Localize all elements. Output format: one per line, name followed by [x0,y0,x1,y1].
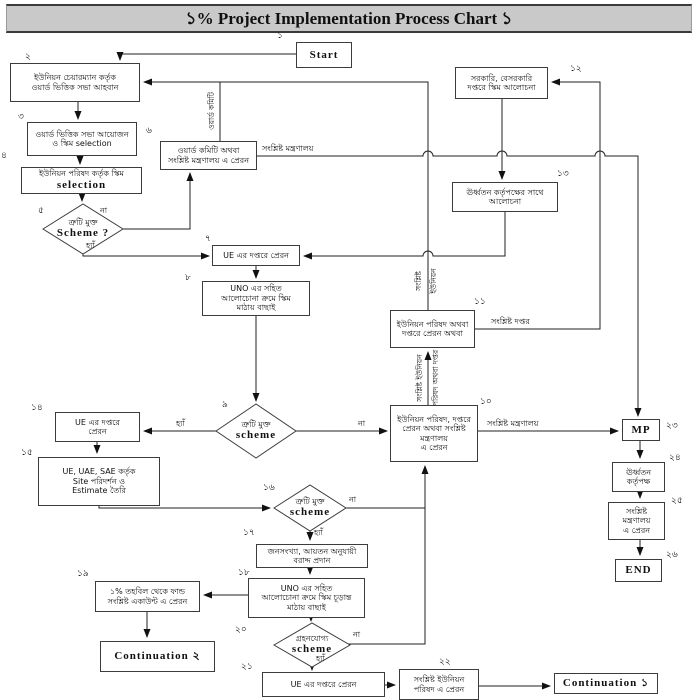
rotated-edge-label-rel_union_1a: সংশ্লিষ্ট [414,271,423,291]
step-number-b22: ২২ [439,657,451,667]
rotated-edge-label-rel_union_1b: ইউনিয়ন [429,268,438,294]
node-d16-label: scheme [289,506,331,519]
node-start-label: Start [309,48,339,61]
node-b10-label: মন্ত্রণালয় [420,433,448,443]
node-d20-label: scheme [291,643,333,656]
step-number-d20: ২০ [235,625,247,635]
node-end-label: END [625,564,652,576]
step-number-b25: ২৫ [671,496,683,506]
node-b19 [95,581,200,612]
step-number-d16: ১৬ [263,483,275,493]
node-b4 [21,167,142,194]
label-yes-d20: হ্যাঁ [316,654,325,663]
node-b14-label: UE এর দপ্তরে [75,417,120,427]
step-number-d5: ৫ [38,206,44,216]
node-b2-label: ইউনিয়ন চেয়ারম্যান কর্তৃক [33,73,117,82]
node-b2-label: ওয়ার্ড ভিত্তিক সভা আহবান [31,82,119,92]
node-b11 [390,310,475,348]
step-number-start: ১ [277,31,283,41]
edge-label-office: সংশ্লিষ্ট দপ্তর [491,317,530,326]
node-b15-label: UE, UAE, SAE কর্তৃক [62,467,136,477]
node-b4-label: ইউনিয়ন পরিষদ কর্তৃক স্কিম [39,169,124,179]
node-b25-label: সংশ্লিষ্ট [625,506,648,516]
edge-b6-ministry-mp [257,151,638,416]
node-b3-label: ওয়ার্ড ভিত্তিক সভা আয়োজন [35,129,129,139]
node-d20 [274,623,350,667]
node-d16 [274,485,346,531]
node-b3 [27,122,137,156]
step-number-b2: ২ [25,52,31,62]
label-yes-d16: হ্যাঁ [314,528,323,537]
node-b17 [256,544,368,568]
node-cont1-label: Continuation ১ [562,677,650,689]
node-b12-label: সরকারি, বেসরকারি [470,73,533,83]
node-end [615,559,662,582]
rotated-edge-label-rel_union_2b: পরিষদ অথবা দপ্তর [431,349,440,407]
node-b12-label: দপ্তরে স্কিম আলোচনা [467,83,536,92]
node-b24 [612,462,665,492]
node-mp-label: MP [631,423,651,436]
page-title: ১% Project Implementation Process Chart ১ [6,4,692,33]
edge-d5-yes-b7 [83,254,209,256]
node-d20-label: গ্রহনযোগ্য [295,633,329,643]
node-b25-label: এ প্রেরন [622,525,651,535]
node-d5 [43,204,123,254]
node-b6 [160,141,257,170]
node-b6-label: সংশ্লিষ্ট মন্ত্রণালয় এ প্রেরন [168,155,249,165]
step-number-b13: ১৩ [557,169,569,179]
node-b18-label: মাঠায় বাছাই [287,602,326,612]
node-b12 [455,67,548,99]
node-b4-label: selection [56,178,107,191]
node-b18-label: আলোচোনা ক্রমে স্কিম চূড়ান্ত [261,593,352,603]
step-number-b18: ১৮ [238,568,250,578]
node-b21-label: UE এর দপ্তরে প্রেরন [290,679,357,689]
step-number-b24: ২৪ [669,453,681,463]
node-b10 [390,405,478,462]
node-b17-label: বরাদ্দ প্রদান [293,556,331,565]
node-b7 [212,245,300,266]
step-number-b19: ১৯ [77,569,89,579]
node-b24-label: কর্তৃপক্ষ [626,477,651,486]
label-no-d9: না [358,419,366,428]
node-b14 [55,412,140,442]
node-b25 [608,502,665,540]
node-d5-label: Scheme ? [56,227,110,240]
node-cont2-label: Continuation ২ [114,650,201,662]
edge-b13-b7 [304,212,505,256]
step-number-b21: ২১ [241,662,253,672]
node-b3-label: ও স্কিম selection [52,139,112,148]
node-b13 [452,182,558,212]
step-number-b11: ১১ [474,297,486,307]
node-b10-label: প্রেরন অথবা সংশ্লিষ্ট [402,424,466,433]
node-b21 [262,672,385,697]
label-no-d5: না [100,206,108,215]
node-b19-label: সংশ্লিষ্ট একাউন্ট এ প্রেরন [107,596,188,606]
node-b10-label: এ প্রেরন [420,443,448,452]
node-b8-label: UNO এর সহিত [230,284,282,294]
step-number-d9: ৯ [222,400,228,410]
node-b17-label: জনসংখ্যা, আয়তন অনুযায়ী [267,546,357,556]
edge-label-ministry2: সংশ্লিষ্ট মন্ত্রণালয় [487,419,539,428]
node-b15-label: Site পরিদর্শন ও [72,476,126,486]
node-b6-label: ওয়ার্ড কমিটি অথবা [177,146,240,155]
step-number-b8: ৮ [185,273,191,283]
node-b13-label: ঊর্ধ্বতন কর্তৃপক্ষের সাথে [466,187,544,197]
node-b22-label: সংশ্লিষ্ট ইউনিয়ন [413,675,465,684]
step-number-b17: ১৭ [243,528,255,538]
node-d9 [216,404,296,458]
step-number-b7: ৭ [205,234,211,244]
step-number-b15: ১৫ [21,448,33,458]
step-number-end: ২৬ [666,550,678,560]
step-number-b10: ১০ [480,397,492,407]
step-number-b12: ১২ [570,64,582,74]
node-mp [622,419,660,441]
label-no-d20: না [353,630,361,639]
step-number-b3: ৩ [18,112,24,122]
node-b11-label: ইউনিয়ন পরিষদ অথবা [396,319,469,329]
node-b8-label: মাঠায় বাছাই [236,303,276,313]
node-b15-label: Estimate তৈরি [72,486,126,496]
node-b11-label: দপ্তরে প্রেরন অথবা [402,329,463,338]
rotated-edge-label-rel_union_2a: সংশ্লিষ্ট ইউনিয়ন [415,354,424,402]
node-b22 [399,669,479,700]
node-b18-label: UNO এর সহিত [280,583,333,593]
step-number-b4: ৪ [1,151,7,161]
edge-start-to-b2 [120,54,296,60]
node-b7-label: UE এর দপ্তরে প্রেরন [223,250,289,260]
step-number-b14: ১৪ [31,403,43,413]
node-d9-label: ত্রুটি মুক্ত [241,419,271,429]
step-number-b6: ৬ [146,126,152,136]
rotated-edge-label-ward_committee: ওয়ার্ড কমিটি [207,92,216,130]
node-d5-label: ত্রুটি মুক্ত [68,217,98,227]
edge-b15-d16 [99,506,270,508]
node-b19-label: ১% তহবিল থেকে ফান্ড [109,587,186,596]
edge-label-ministry1: সংশ্লিষ্ট মন্ত্রণালয় [262,144,314,153]
node-cont1 [554,673,658,694]
node-d16-label: ত্রুটি মুক্ত [295,496,325,506]
label-yes-d5: হ্যাঁ [86,241,95,250]
node-b8 [202,281,310,316]
node-b2 [10,63,140,102]
node-start [296,42,352,68]
node-b13-label: আলোচনা [488,197,522,206]
node-b10-label: ইউনিয়ন পরিষদ, দপ্তরে [397,414,471,424]
step-number-mp: ২৩ [666,421,678,431]
node-b18 [248,578,365,618]
label-yes-d9: হ্যাঁ [176,419,185,428]
node-b22-label: পরিষদ এ প্রেরন [413,684,465,694]
node-b14-label: প্রেরন [88,427,107,436]
node-b24-label: ঊর্ধ্বতন [626,467,651,477]
node-d9-label: scheme [235,429,277,442]
node-b25-label: মন্ত্রণালয় [622,516,651,526]
node-b15 [38,457,160,506]
node-b8-label: আলোচোনা ক্রমে স্কিম [221,293,291,303]
node-cont2 [100,641,215,672]
label-no-d16: না [349,495,357,504]
